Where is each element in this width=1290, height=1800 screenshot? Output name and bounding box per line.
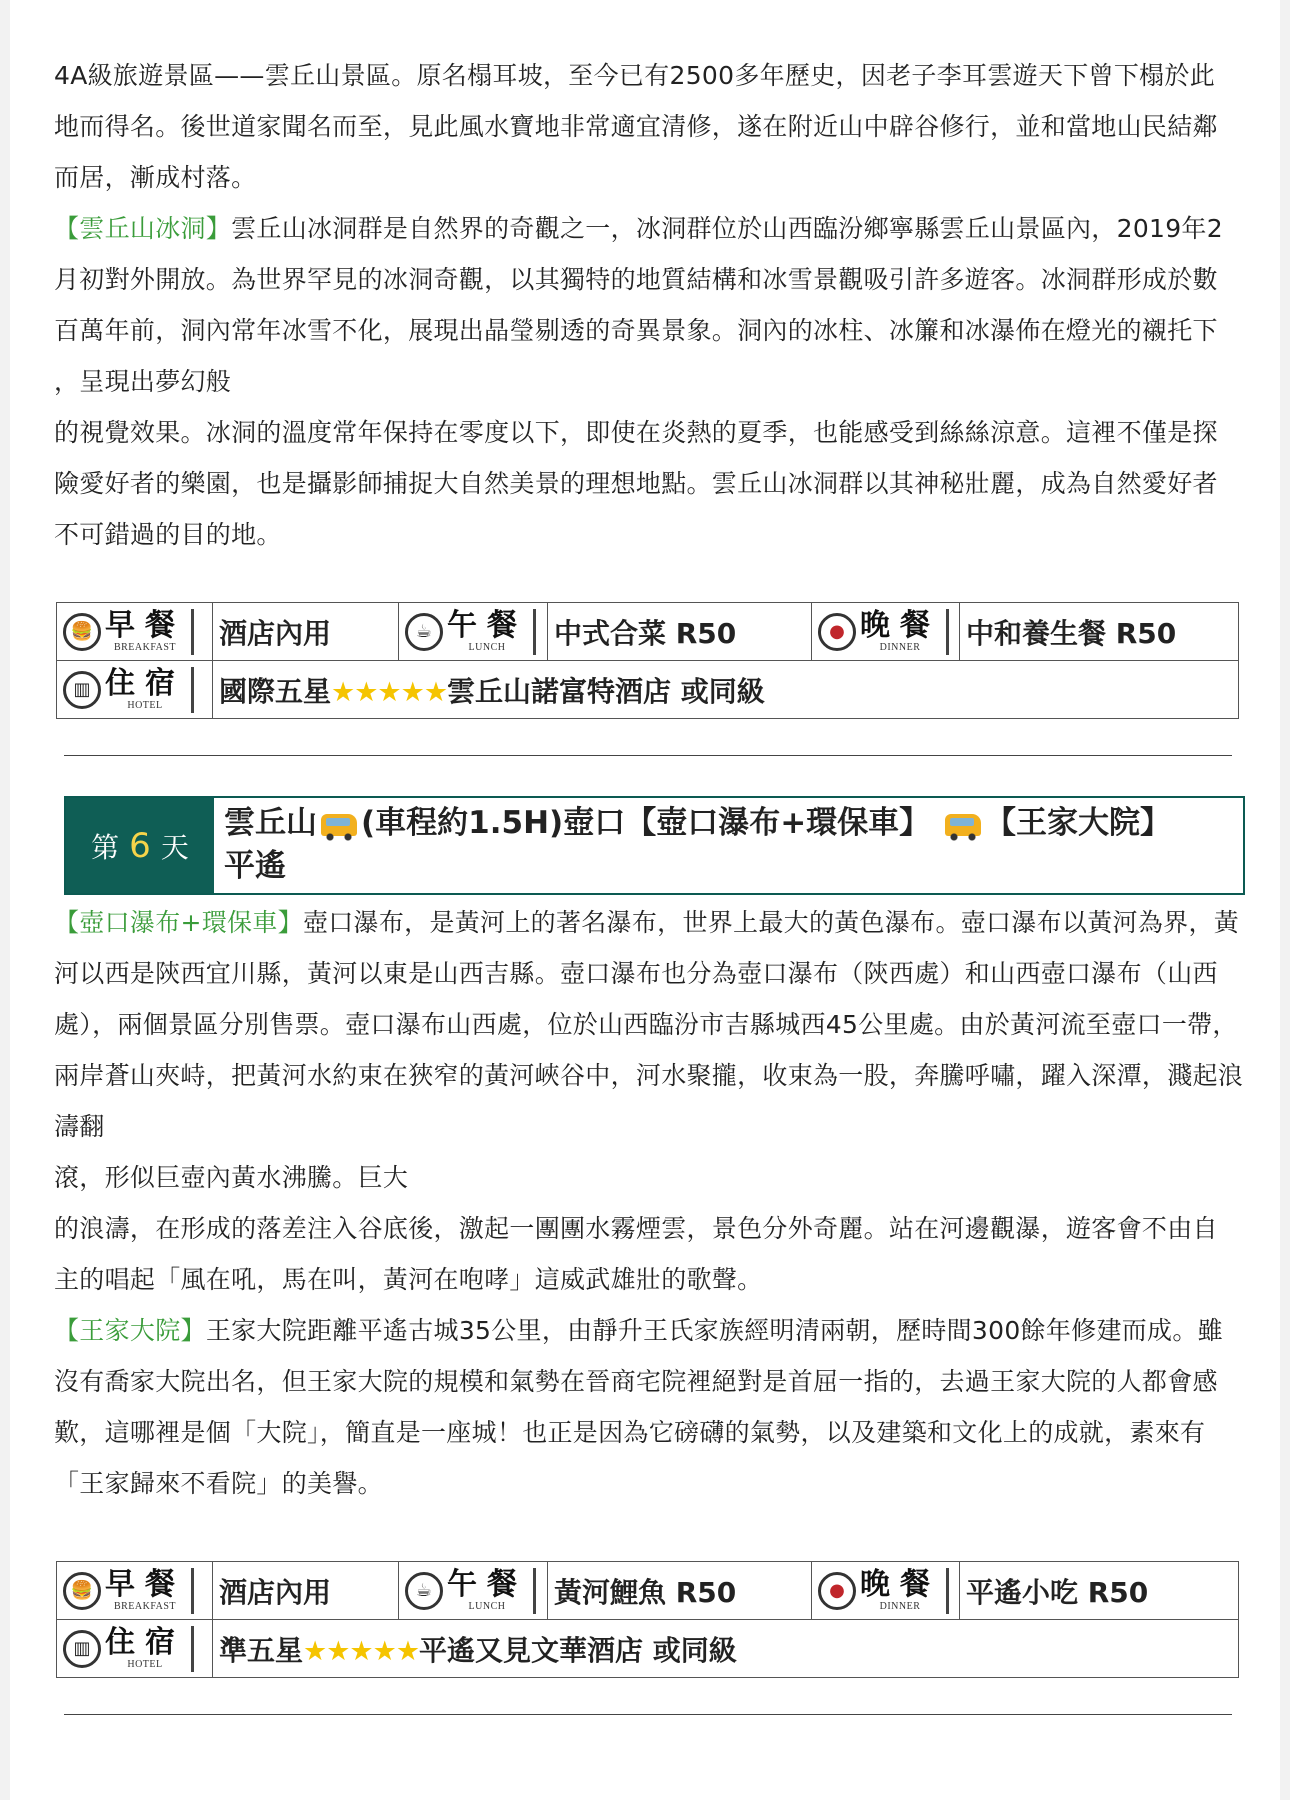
dinner-label-cell [812, 1562, 960, 1620]
day-prefix: 第 [91, 830, 120, 864]
hotel-label-cell [57, 661, 213, 719]
hotel-label-en: HOTEL [127, 700, 163, 711]
text-span: 王家大院距離平遙古城35公里，由靜升王氏家族經明清兩朝，歷時間300餘年修建而成。雖 [205, 1316, 1223, 1345]
burger-icon: 🍔 [63, 613, 101, 651]
section-title: 【雲丘山冰洞】 [54, 214, 232, 243]
section-title: 【壺口瀑布+環保車】 [54, 908, 303, 937]
text-line: 的浪濤，在形成的落差注入谷底後，激起一團團水霧煙雲，景色分外奇麗。站在河邊觀瀑，遊客會不由自 [54, 1214, 1218, 1243]
text-line: 歎，這哪裡是個「大院」，簡直是一座城！也正是因為它磅礴的氣勢，以及建築和文化上的成就，素來有 [54, 1418, 1206, 1447]
breakfast-label: 早餐 [105, 1567, 185, 1602]
lunch-label-en: LUNCH [468, 1601, 506, 1612]
hotel-name: 雲丘山諾富特酒店 或同級 [447, 674, 765, 708]
text-line: 兩岸蒼山夾峙，把黃河水約束在狹窄的黃河峽谷中，河水聚攏，收束為一股，奔騰呼嘯，躍入深潭，濺起浪濤翻 [54, 1061, 1244, 1141]
hotel-label-cell [57, 1620, 213, 1678]
hukou-paragraph [54, 897, 1244, 1305]
content [54, 50, 1244, 1715]
hotel-value [213, 1620, 1239, 1678]
lunch-value: 黃河鯉魚 R50 [548, 1562, 812, 1620]
text-line: 河以西是陝西宜川縣，黃河以東是山西吉縣。壺口瀑布也分為壺口瀑布（陝西處）和山西壺口瀑布（山西 [54, 959, 1218, 988]
lunch-label-en: LUNCH [468, 642, 506, 653]
breakfast-label-en: BREAKFAST [113, 1601, 177, 1612]
meal-table-day5 [56, 602, 1239, 719]
dinner-label-cell [812, 603, 960, 661]
hotel-label: 住宿 [105, 1625, 185, 1660]
bus-icon [321, 814, 357, 836]
hotel-grade: 國際五星 [219, 674, 332, 708]
text-span: 壺口瀑布，是黃河上的著名瀑布，世界上最大的黃色瀑布。壺口瀑布以黃河為界，黃 [302, 908, 1240, 937]
building-icon: ▥ [63, 1630, 101, 1668]
wangjia-paragraph [54, 1305, 1244, 1509]
dinner-value: 中和養生餐 R50 [960, 603, 1239, 661]
burger-icon: 🍔 [63, 1572, 101, 1610]
text-line: 主的唱起「風在吼，馬在叫，黃河在咆哮」這威武雄壯的歌聲。 [54, 1265, 763, 1294]
day-badge [66, 798, 214, 893]
hotel-value [213, 661, 1239, 719]
lunch-label: 午餐 [447, 608, 527, 643]
bus-icon [945, 814, 981, 836]
breakfast-value: 酒店內用 [213, 1562, 399, 1620]
teacup-icon: ☕ [405, 1572, 443, 1610]
teacup-icon: ☕ [405, 613, 443, 651]
text-line: 地而得名。後世道家聞名而至，見此風水寶地非常適宜清修，遂在附近山中辟谷修行，並和當地山民結鄰 [54, 112, 1218, 141]
text-line [54, 897, 1244, 948]
section-title: 【王家大院】 [54, 1316, 206, 1345]
intro-paragraph [54, 50, 1244, 203]
ice-cave-paragraph [54, 203, 1244, 560]
route-stop: 【王家大院】 [984, 805, 1171, 841]
hotel-name: 平遙又見文華酒店 或同級 [419, 1633, 737, 1667]
bowl-icon: ● [818, 613, 856, 651]
text-line: 月初對外開放。為世界罕見的冰洞奇觀，以其獨特的地質結構和冰雪景觀吸引許多遊客。冰洞群形成於數 [54, 265, 1218, 294]
breakfast-label: 早餐 [105, 608, 185, 643]
meal-table-day6 [56, 1561, 1239, 1678]
text-line [54, 1305, 1244, 1356]
day-suffix: 天 [160, 830, 189, 864]
text-line: 「王家歸來不看院」的美譽。 [54, 1469, 383, 1498]
bowl-icon: ● [818, 1572, 856, 1610]
text-span: 雲丘山冰洞群是自然界的奇觀之一，冰洞群位於山西臨汾鄉寧縣雲丘山景區內，2019年2 [231, 214, 1223, 243]
text-line: 處），兩個景區分別售票。壺口瀑布山西處，位於山西臨汾市吉縣城西45公里處。由於黃河流至壺口一帶， [54, 1010, 1238, 1039]
breakfast-label-cell [57, 1562, 213, 1620]
route-stop: 雲丘山 [224, 805, 317, 841]
breakfast-value: 酒店內用 [213, 603, 399, 661]
route-stop: 平遙 [224, 848, 286, 884]
day-title [214, 798, 1243, 893]
dinner-label: 晚餐 [860, 608, 940, 643]
text-line: 險愛好者的樂園，也是攝影師捕捉大自然美景的理想地點。雲丘山冰洞群以其神秘壯麗，成為自然愛好者 [54, 469, 1218, 498]
dinner-value: 平遙小吃 R50 [960, 1562, 1239, 1620]
star-icon: ★★★★★ [331, 676, 448, 708]
hotel-label: 住宿 [105, 666, 185, 701]
building-icon: ▥ [63, 671, 101, 709]
text-line: 百萬年前，洞內常年冰雪不化，展現出晶瑩剔透的奇異景象。洞內的冰柱、冰簾和冰瀑佈在燈光的襯托下 [54, 316, 1218, 345]
breakfast-label-en: BREAKFAST [113, 642, 177, 653]
dinner-label-en: DINNER [879, 642, 921, 653]
lunch-label-cell [399, 603, 548, 661]
divider [64, 1714, 1232, 1715]
lunch-label: 午餐 [447, 1567, 527, 1602]
text-line: 不可錯過的目的地。 [54, 520, 282, 549]
text-line: 4A級旅遊景區——雲丘山景區。原名榻耳坡，至今已有2500多年歷史，因老子李耳雲遊天下曾下榻於此 [54, 61, 1216, 90]
breakfast-label-cell [57, 603, 213, 661]
text-line: 而居，漸成村落。 [54, 163, 257, 192]
star-icon: ★★★★★ [303, 1635, 420, 1667]
dinner-label-en: DINNER [879, 1601, 921, 1612]
itinerary-page [10, 0, 1280, 1800]
lunch-label-cell [399, 1562, 548, 1620]
text-line: 的視覺效果。冰洞的溫度常年保持在零度以下，即使在炎熱的夏季，也能感受到絲絲涼意。這裡不僅是探 [54, 418, 1218, 447]
text-line: 沒有喬家大院出名，但王家大院的規模和氣勢在晉商宅院裡絕對是首屈一指的，去過王家大院的人都會感 [54, 1367, 1218, 1396]
lunch-value: 中式合菜 R50 [548, 603, 812, 661]
route-stop: (車程約1.5H)壺口【壺口瀑布+環保車】 [361, 805, 931, 841]
text-line: ，呈現出夢幻般 [54, 367, 232, 396]
dinner-label: 晚餐 [860, 1567, 940, 1602]
text-line: 滾，形似巨壺內黃水沸騰。巨大 [54, 1163, 409, 1192]
day-header [64, 796, 1245, 895]
day-number: 6 [129, 825, 151, 866]
hotel-label-en: HOTEL [127, 1659, 163, 1670]
text-line [54, 203, 1244, 254]
hotel-grade: 準五星 [219, 1633, 304, 1667]
